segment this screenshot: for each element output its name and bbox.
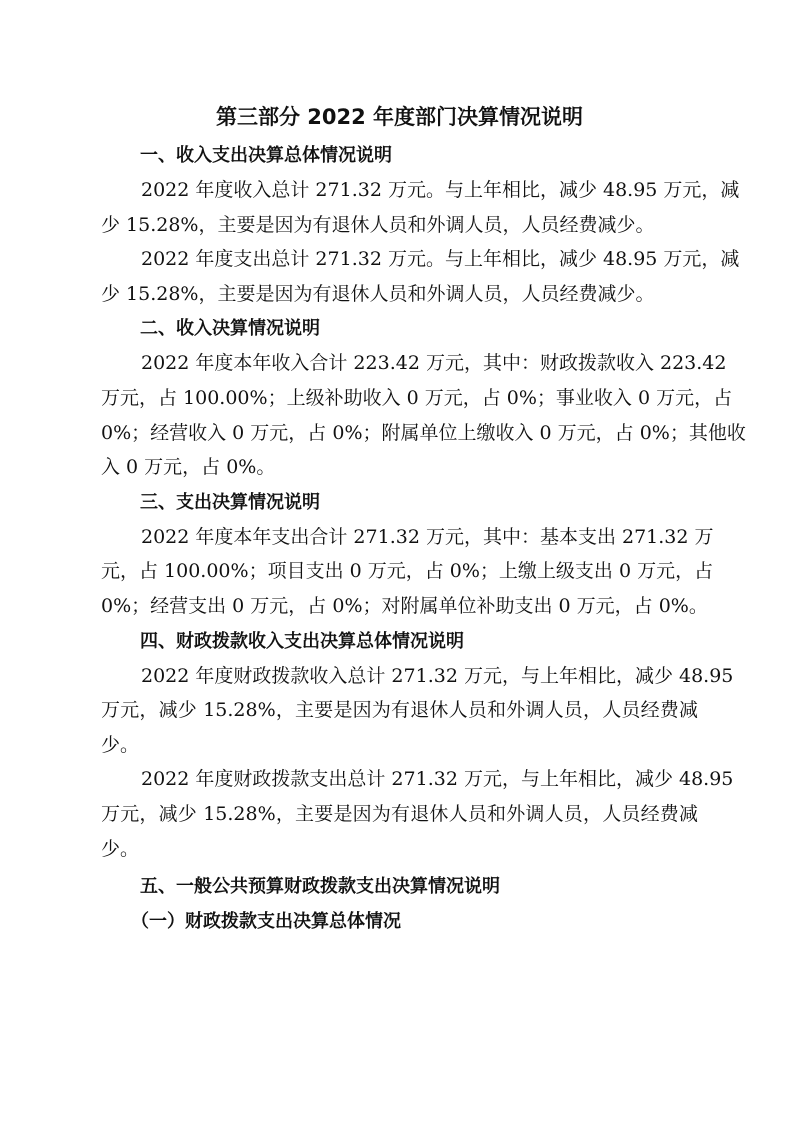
paragraph-line: 2022 年度财政拨款收入总计 271.32 万元，与上年相比，减少 48.95: [141, 664, 734, 687]
paragraph: [101, 659, 734, 763]
paragraph-line: 万元，减少 15.28%，主要是因为有退休人员和外调人员，人员经费减: [101, 699, 698, 722]
paragraph-line: 少。: [101, 837, 140, 860]
section-heading-1: 一、收入支出决算总体情况说明: [140, 145, 392, 166]
paragraph-line: 入 0 万元，占 0%。: [101, 456, 276, 479]
section-heading-4: 四、财政拨款收入支出决算总体情况说明: [140, 630, 464, 652]
paragraph-line: 2022 年度收入总计 271.32 万元。与上年相比，减少 48.95 万元，减: [141, 179, 740, 201]
paragraph: [101, 173, 740, 242]
paragraph-line: 0%；经营支出 0 万元，占 0%；对附属单位补助支出 0 万元，占 0%。: [101, 594, 708, 617]
paragraph-line: 少。: [101, 733, 140, 756]
paragraph-line: 万元，占 100.00%；上级补助收入 0 万元，占 0%；事业收入 0 万元，占: [101, 386, 733, 409]
paragraph: [101, 762, 734, 866]
paragraph: [101, 346, 746, 484]
paragraph-line: 0%；经营收入 0 万元，占 0%；附属单位上缴收入 0 万元，占 0%；其他收: [101, 421, 746, 444]
paragraph-line: 万元，减少 15.28%，主要是因为有退休人员和外调人员，人员经费减: [101, 802, 698, 825]
paragraph-line: 2022 年度财政拨款支出总计 271.32 万元，与上年相比，减少 48.95: [141, 768, 734, 791]
paragraph-line: 少 15.28%，主要是因为有退休人员和外调人员，人员经费减少。: [101, 213, 655, 236]
sections: [101, 138, 746, 866]
paragraph: [101, 242, 740, 311]
paragraph-line: 2022 年度支出总计 271.32 万元。与上年相比，减少 48.95 万元，减: [141, 248, 740, 271]
paragraph-line: 2022 年度本年支出合计 271.32 万元，其中：基本支出 271.32 万: [141, 525, 714, 548]
paragraph-line: 2022 年度本年收入合计 223.42 万元，其中：财政拨款收入 223.42: [141, 352, 727, 375]
paragraph-line: 少 15.28%，主要是因为有退休人员和外调人员，人员经费减少。: [101, 282, 655, 305]
paragraph: [101, 520, 714, 624]
section-heading-3: 三、支出决算情况说明: [140, 491, 320, 513]
paragraph-line: 元，占 100.00%；项目支出 0 万元，占 0%；上缴上级支出 0 万元，占: [101, 560, 714, 583]
page-title: 第三部分 2022 年度部门决算情况说明: [215, 105, 584, 129]
section-heading-5: 五、一般公共预算财政拨款支出决算情况说明: [140, 876, 500, 898]
subsection-heading: （一）财政拨款支出决算总体情况: [131, 911, 401, 933]
section-heading-2: 二、收入决算情况说明: [140, 318, 320, 340]
document-page: [101, 100, 746, 939]
